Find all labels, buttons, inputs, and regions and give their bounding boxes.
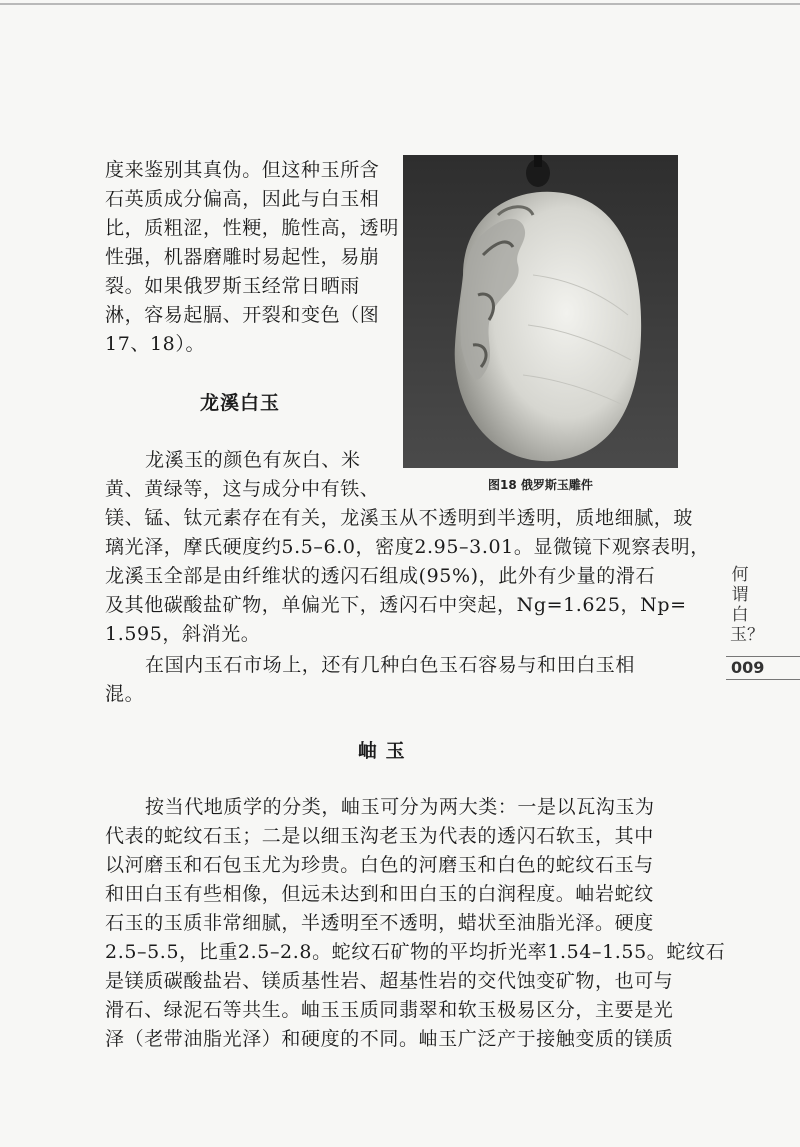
text-line: 璃光泽，摩氏硬度约5.5–6.0，密度2.95–3.01。显微镜下观察表明，: [105, 536, 710, 558]
text-line: 度来鉴别其真伪。但这种玉所含: [105, 159, 380, 181]
text-line: 17、18）。: [105, 333, 206, 355]
section-heading-xiu: 岫 玉: [358, 740, 406, 762]
text-line: 石英质成分偏高，因此与白玉相: [105, 188, 380, 210]
text-line: 泽（老带油脂光泽）和硬度的不同。岫玉广泛产于接触变质的镁质: [105, 1028, 674, 1050]
text-line: 2.5–5.5，比重2.5–2.8。蛇纹石矿物的平均折光率1.54–1.55。蛇纹石: [105, 941, 726, 963]
text-line: 混。: [105, 683, 145, 705]
text-line: 龙溪玉全部是由纤维状的透闪石组成(95%)，此外有少量的滑石: [105, 565, 656, 587]
page-number: 009: [731, 658, 765, 677]
text-line: 1.595，斜消光。: [105, 623, 261, 645]
text-line: 是镁质碳酸盐岩、镁质基性岩、超基性岩的交代蚀变矿物，也可与: [105, 970, 674, 992]
text-line: 黄、黄绿等，这与成分中有铁、: [105, 478, 380, 500]
text-line: 性强，机器磨雕时易起性，易崩: [105, 246, 380, 268]
text-line: 比，质粗涩，性粳，脆性高，透明: [105, 217, 400, 239]
section-heading-longxi: 龙溪白玉: [200, 392, 281, 414]
figure-caption: 图18 俄罗斯玉雕件: [488, 478, 593, 492]
text-line: 淋，容易起膈、开裂和变色（图: [105, 304, 380, 326]
text-line: 龙溪玉的颜色有灰白、米: [145, 449, 361, 471]
jade-carving-photo: [403, 155, 678, 468]
text-line: 裂。如果俄罗斯玉经常日晒雨: [105, 275, 360, 297]
text-line: 代表的蛇纹石玉；二是以细玉沟老玉为代表的透闪石软玉，其中: [105, 825, 654, 847]
running-title: 何谓白玉？: [730, 565, 764, 645]
text-line: 滑石、绿泥石等共生。岫玉玉质同翡翠和软玉极易区分，主要是光: [105, 999, 674, 1021]
text-line: 以河磨玉和石包玉尤为珍贵。白色的河磨玉和白色的蛇纹石玉与: [105, 854, 654, 876]
text-line: 及其他碳酸盐矿物，单偏光下，透闪石中突起，Ng=1.625，Np=: [105, 594, 687, 616]
text-line: 按当代地质学的分类，岫玉可分为两大类：一是以瓦沟玉为: [145, 796, 655, 818]
text-line: 和田白玉有些相像，但远未达到和田白玉的白润程度。岫岩蛇纹: [105, 883, 654, 905]
jade-carving-image: [403, 155, 678, 468]
top-rule: [0, 3, 800, 5]
text-line: 镁、锰、钛元素存在有关，龙溪玉从不透明到半透明，质地细腻，玻: [105, 507, 694, 529]
text-line: 石玉的玉质非常细腻，半透明至不透明，蜡状至油脂光泽。硬度: [105, 912, 654, 934]
text-line: 在国内玉石市场上，还有几种白色玉石容易与和田白玉相: [145, 654, 636, 676]
